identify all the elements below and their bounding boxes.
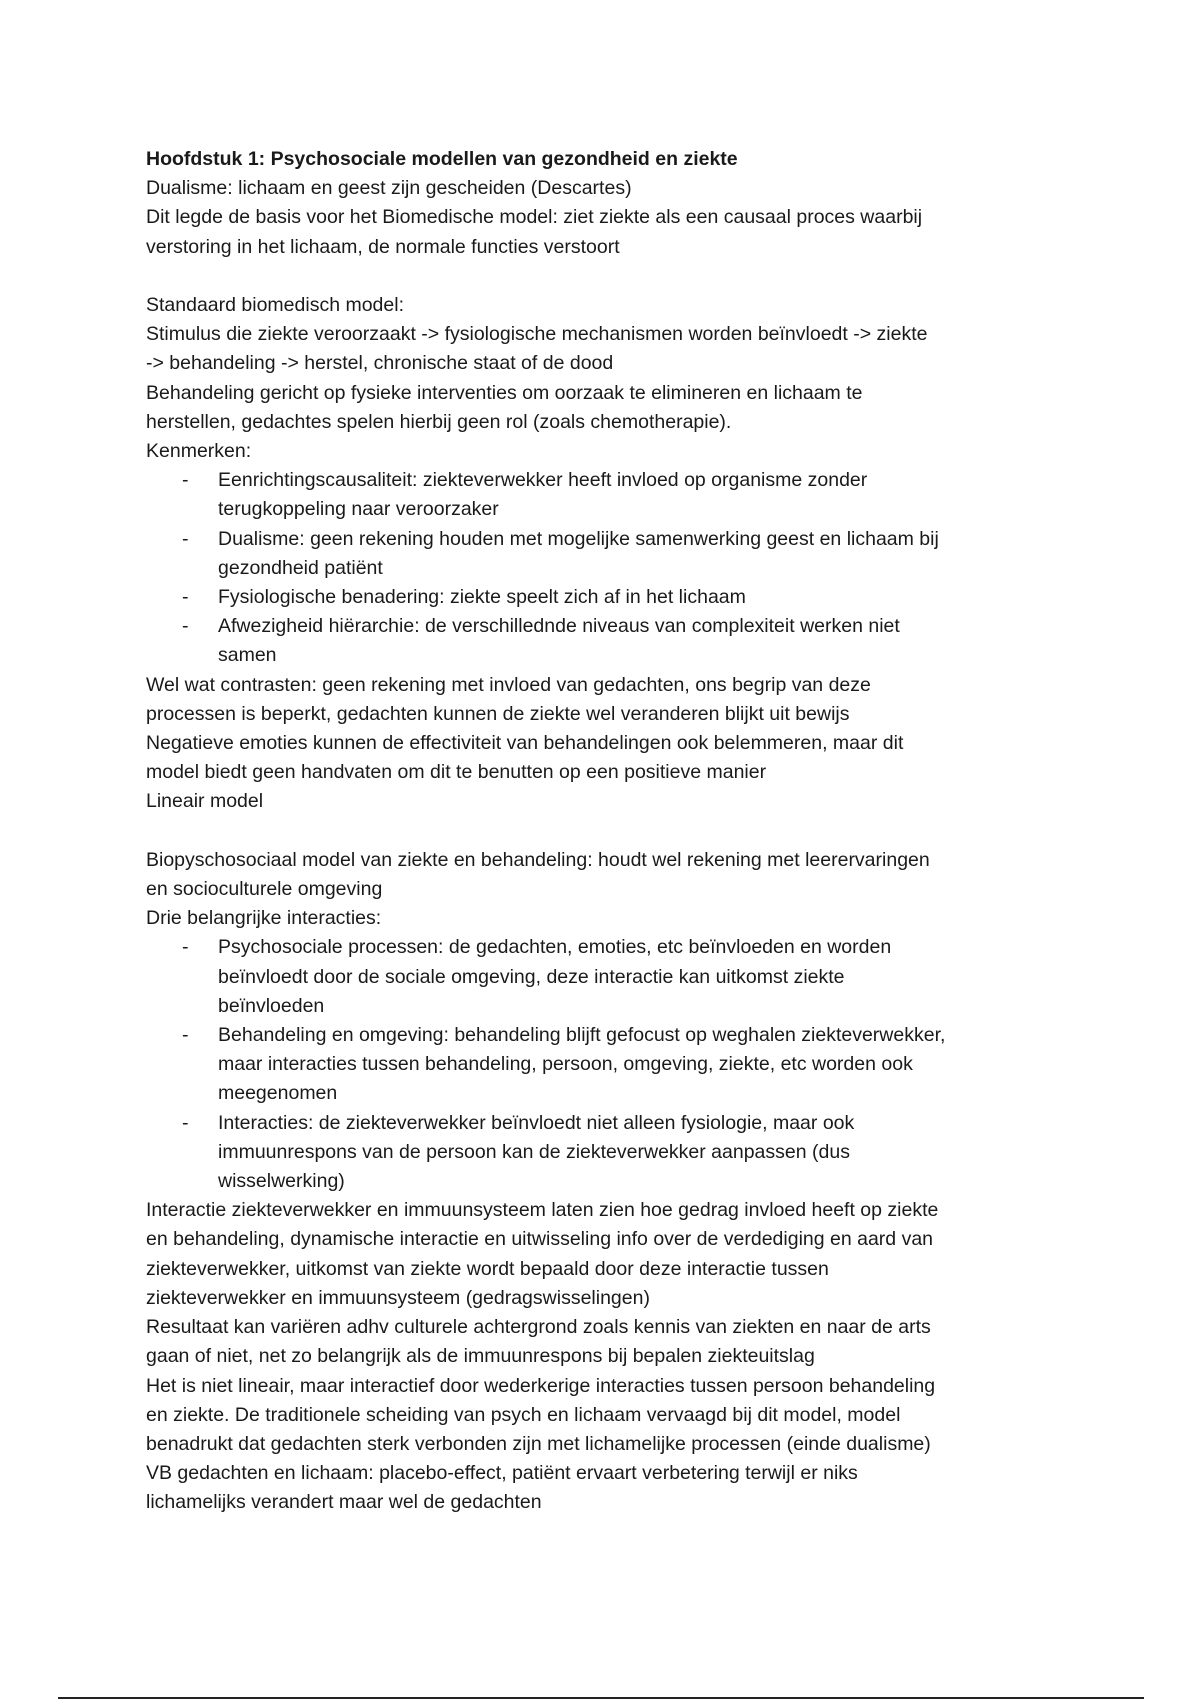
bullet-line: meegenomen [218,1082,338,1105]
text-line: processen is beperkt, gedachten kunnen de ziekte wel veranderen blijkt uit bewijs [146,702,850,725]
text-line: en ziekte. De traditionele scheiding van psych en lichaam vervaagd bij dit model, model [146,1403,901,1426]
text-line: en socioculturele omgeving [146,878,383,901]
text-line: Het is niet lineair, maar interactief door wederkerige interacties tussen persoon behandeling [146,1374,936,1397]
biopsychosocial-section [146,846,1066,1518]
bullet-line: maar interacties tussen behandeling, persoon, omgeving, ziekte, etc worden ook [218,1053,913,1076]
bullet-line: beïnvloedt door de sociale omgeving, deze interactie kan uitkomst ziekte [218,965,845,988]
text-line: herstellen, gedachtes spelen hierbij geen rol (zoals chemotherapie). [146,410,732,433]
text-line: ziekteverwekker en immuunsysteem (gedragswisselingen) [146,1286,650,1309]
text-line: Wel wat contrasten: geen rekening met invloed van gedachten, ons begrip van deze [146,673,871,696]
intro-paragraph [146,174,1066,262]
text-line: Dualisme: lichaam en geest zijn gescheiden (Descartes) [146,177,632,200]
biomedical-section [146,291,1066,817]
list-item [146,466,1068,524]
page-divider [58,1697,1144,1699]
text-line: Kenmerken: [146,440,252,463]
text-line: Biopyschosociaal model van ziekte en behandeling: houdt wel rekening met leerervaringen [146,848,930,871]
text-line: Resultaat kan variëren adhv culturele achtergrond zoals kennis van ziekten en naar de arts [146,1316,931,1339]
biomedical-characteristics-list [146,466,1066,670]
bullet-line: Dualisme: geen rekening houden met mogelijke samenwerking geest en lichaam bij [218,527,939,550]
text-line: -> behandeling -> herstel, chronische staat of de dood [146,352,614,375]
bullet-line: Psychosociale processen: de gedachten, emoties, etc beïnvloeden en worden [218,936,892,959]
text-line: Standaard biomedisch model: [146,294,404,316]
text-line: ziekteverwekker, uitkomst van ziekte wordt bepaald door deze interactie tussen [146,1257,829,1280]
text-line: Dit legde de basis voor het Biomedische model: ziet ziekte als een causaal proces waarbij [146,206,923,229]
text-line: benadrukt dat gedachten sterk verbonden zijn met lichamelijke processen (einde dualisme) [146,1432,931,1455]
bullet-dash: - [182,1024,189,1047]
text-line: VB gedachten en lichaam: placebo-effect, patiënt ervaart verbetering terwijl er niks [146,1462,858,1485]
bullet-dash: - [182,615,189,638]
list-item [146,583,1068,612]
interactions-list [146,933,1066,1196]
text-line: Negatieve emoties kunnen de effectiviteit van behandelingen ook belemmeren, maar dit [146,732,904,755]
blank-line [146,817,1066,846]
bullet-dash: - [182,936,189,959]
bullet-dash: - [182,586,189,609]
list-item [146,612,1068,670]
bullet-line: Interacties: de ziekteverwekker beïnvloedt niet alleen fysiologie, maar ook [218,1111,855,1134]
bullet-line: terugkoppeling naar veroorzaker [218,498,499,521]
bullet-dash: - [182,527,189,550]
text-line: verstoring in het lichaam, de normale functies verstoort [146,235,620,258]
text-line: Behandeling gericht op fysieke interventies om oorzaak te elimineren en lichaam te [146,381,863,404]
bullet-dash: - [182,469,189,492]
text-line: Interactie ziekteverwekker en immuunsysteem laten zien hoe gedrag invloed heeft op ziekte [146,1199,939,1222]
bullet-line: Eenrichtingscausaliteit: ziekteverwekker heeft invloed op organisme zonder [218,469,868,492]
text-line: model biedt geen handvaten om dit te benutten op een positieve manier [146,761,767,784]
text-line: Lineair model [146,790,264,813]
bullet-line: gezondheid patiënt [218,556,383,579]
text-line: lichamelijks verandert maar wel de gedachten [146,1491,542,1514]
blank-line [146,262,1066,291]
bullet-line: Behandeling en omgeving: behandeling blijft gefocust op weghalen ziekteverwekker, [218,1024,946,1047]
chapter-heading: Hoofdstuk 1: Psychosociale modellen van gezondheid en ziekte [146,148,738,170]
bullet-line: immuunrespons van de persoon kan de ziekteverwekker aanpassen (dus [218,1140,850,1163]
text-line: Stimulus die ziekte veroorzaakt -> fysiologische mechanismen worden beïnvloedt -> ziekte [146,323,928,346]
text-line: en behandeling, dynamische interactie en uitwisseling info over de verdediging en aard van [146,1228,934,1251]
text-line: gaan of niet, net zo belangrijk als de immuunrespons bij bepalen ziekteuitslag [146,1345,815,1368]
list-item [146,525,1068,583]
text-line: Drie belangrijke interacties: [146,907,382,930]
bullet-line: wisselwerking) [218,1170,345,1193]
list-item [146,933,1068,1021]
bullet-line: Fysiologische benadering: ziekte speelt zich af in het lichaam [218,586,746,609]
list-item [146,1021,1068,1109]
bullet-line: samen [218,644,277,667]
list-item [146,1109,1068,1197]
bullet-dash: - [182,1111,189,1134]
bullet-line: Afwezigheid hiërarchie: de verschillednde niveaus van complexiteit werken niet [218,615,900,638]
bullet-line: beïnvloeden [218,994,325,1017]
document-page [146,145,1066,1518]
